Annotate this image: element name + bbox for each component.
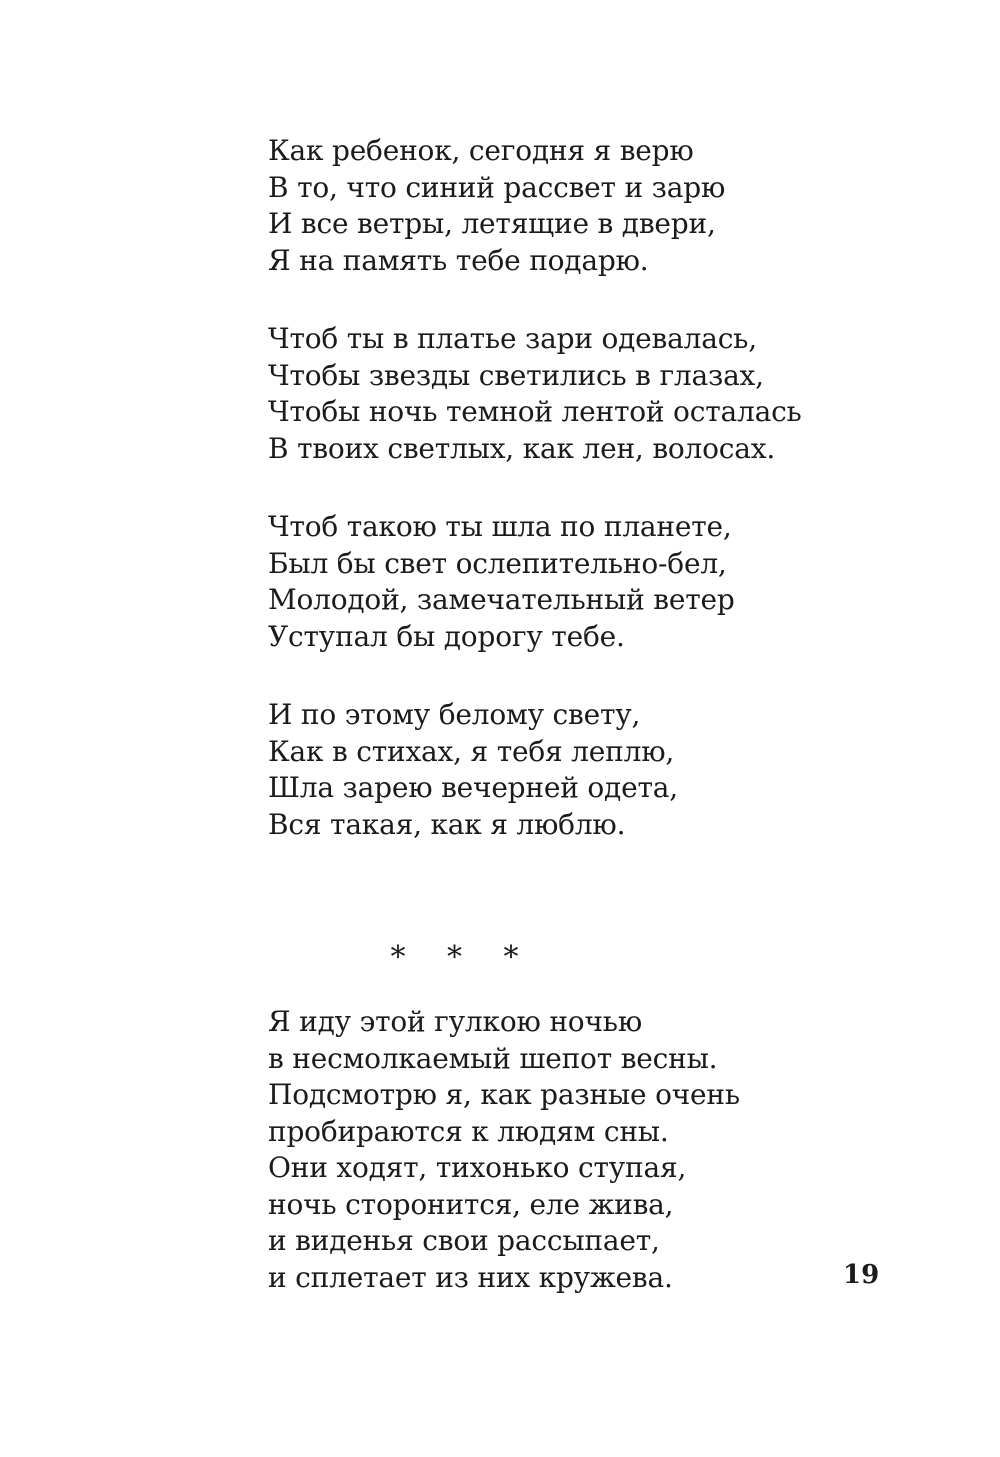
poem-line: И все ветры, летящие в двери, <box>268 207 716 240</box>
poem-line: Как ребенок, сегодня я верю <box>268 134 694 167</box>
stanza-4 <box>268 697 868 843</box>
stanza-3 <box>268 509 868 655</box>
poem-line: ночь сторонится, еле жива, <box>268 1187 674 1221</box>
stanza-2 <box>268 321 868 467</box>
poem-1 <box>268 133 868 843</box>
stanza-1 <box>268 133 868 279</box>
poem-line: В то, что синий рассвет и зарю <box>268 170 726 204</box>
poem-line: Подсмотрю я, как разные очень <box>268 1078 740 1111</box>
poem-line: пробираются к людям сны. <box>268 1114 669 1148</box>
poem-line: и сплетает из них кружева. <box>268 1260 673 1294</box>
poem-line: Был бы свет ослепительно-бел, <box>268 546 727 580</box>
poem-line: Уступал бы дорогу тебе. <box>268 619 625 653</box>
poem-line: Чтобы звезды светились в глазах, <box>268 358 764 392</box>
poem-line: Я на память тебе подарю. <box>268 243 649 277</box>
page-number: 19 <box>843 1260 880 1290</box>
poem-2 <box>268 1004 868 1296</box>
poem-line: В твоих светлых, как лен, волосах. <box>268 431 776 465</box>
poem-line: Молодой, замечательный ветер <box>268 583 735 616</box>
poem-line: Я иду этой гулкою ночью <box>268 1005 643 1038</box>
poem-line: Чтоб ты в платье зари одевалась, <box>268 322 757 355</box>
stanza-1 <box>268 1004 868 1296</box>
poem-line: Вся такая, как я люблю. <box>268 807 626 841</box>
poem-line: И по этому белому свету, <box>268 698 641 731</box>
poem-line: Как в стихах, я тебя леплю, <box>268 734 675 768</box>
poem-line: Чтоб такою ты шла по планете, <box>268 510 732 543</box>
poem-line: и виденья свои рассыпает, <box>268 1224 660 1257</box>
poem-line: Чтобы ночь темной лентой осталась <box>268 395 802 428</box>
section-separator: * * * <box>390 940 535 975</box>
poem-line: в несмолкаемый шепот весны. <box>268 1041 718 1075</box>
poem-line: Они ходят, тихонько ступая, <box>268 1151 687 1184</box>
poem-line: Шла зарею вечерней одета, <box>268 771 678 804</box>
